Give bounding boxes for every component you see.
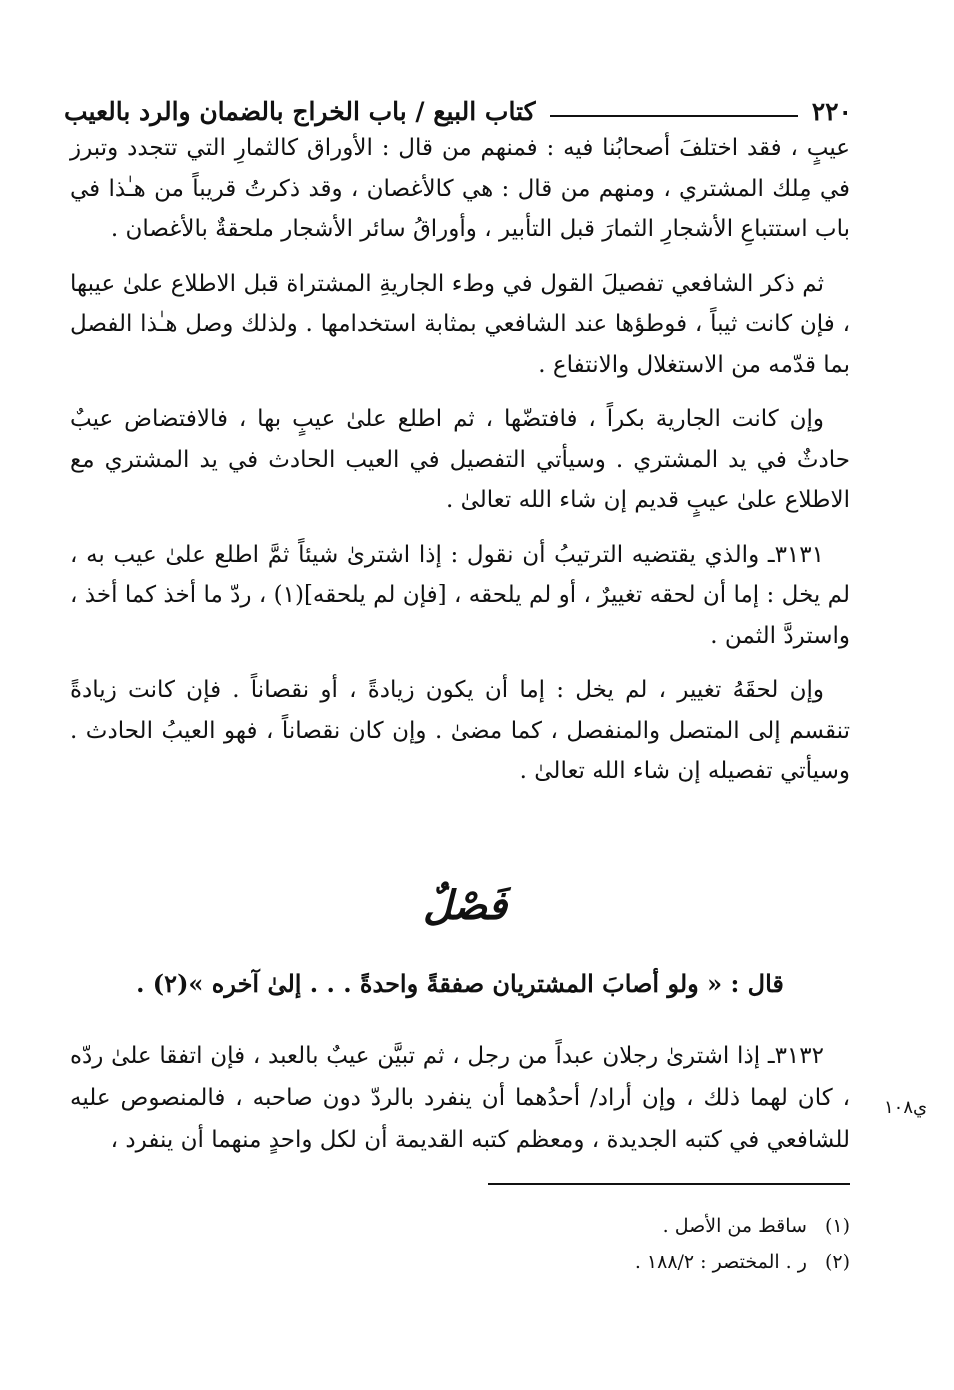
footnotes: [420, 1208, 850, 1280]
main-text-continued: [70, 1035, 850, 1161]
paragraph-5: وإن لحقَهُ تغيير ، لم يخل : إما أن يكون زيادةً ، أو نقصاناً . فإن كانت زيادةً تنقسم إلى المتصل والمنفصل ، كما مضىٰ . وإن كان نقصاناً ، فهو العيبُ الحادث . وسيأتي تفصيله إن شاء الله تعالىٰ .: [70, 677, 850, 784]
page-header: [64, 86, 852, 126]
paragraph-3132: ٣١٣٢ـ إذا اشترىٰ رجلان عبداً من رجل ، ثم تبيَّن عيبٌ بالعبد ، فإن اتفقا علىٰ ردّه ، كان لهما ذلك ، وإن أراد/ أحدُهما أن ينفرد بالردّ دون صاحبه ، فالمنصوص عليه للشافعي في كتبه الجديدة ، ومعظم كتبه القديمة أن لكل واحدٍ منهما أن ينفرد ،: [70, 1043, 850, 1153]
paragraph-2: ثم ذكر الشافعي تفصيلَ القول في وطء الجاريةِ المشتراة قبل الاطلاع علىٰ عيبها ، فإن كانت ثيباً ، فوطؤها عند الشافعي بمثابة استخدامها . ولذلك وصل هـٰذا الفصل بما قدّمه من الاستغلال والانتفاع .: [70, 270, 850, 378]
footnote-number: (٢): [824, 1251, 850, 1273]
main-text: [70, 128, 850, 806]
header-rule: [550, 115, 798, 117]
paragraph-3: وإن كانت الجارية بكراً ، فافتضّها ، ثم اطلع علىٰ عيبٍ بها ، فالافتضاض عيبٌ حادثٌ في يد المشتري . وسيأتي التفصيل في العيب الحادث في يد المشتري مع الاطلاع علىٰ عيبٍ قديم إن شاء الله تعالىٰ .: [70, 406, 850, 513]
paragraph-3131: ٣١٣١ـ والذي يقتضيه الترتيبُ أن نقول : إذا اشترىٰ شيئاً ثمَّ اطلع علىٰ عيب به ، لم يخل : إما أن لحقه تغييرٌ ، أو لم يلحقه ، [فإن لم يلحقه](١) ، ردّ ما أخذ كما أخذ ، واستردَّ الثمن .: [70, 541, 850, 649]
footnote-rule: [488, 1183, 850, 1185]
footnote-text: ساقط من الأصل .: [662, 1215, 807, 1237]
section-heading: [380, 882, 550, 952]
section-heading-text: فَصْلٌ: [422, 882, 508, 929]
running-title: كتاب البيع / باب الخراج بالضمان والرد بالعيب: [64, 97, 536, 126]
footnote-text: ر . المختصر : ١٨٨/٢ .: [634, 1251, 807, 1273]
quote-line: قال : « ولو أصابَ المشتريان صفقةً واحدةً . . . إلىٰ آخره »(٢) .: [136, 969, 784, 998]
footnote-1: [420, 1208, 850, 1244]
footnote-number: (١): [824, 1215, 850, 1237]
margin-note: ي١٠٨: [884, 1097, 928, 1118]
page-number: ٢٢٠: [811, 97, 852, 126]
footnote-2: [420, 1244, 850, 1280]
paragraph-1: عيبٍ ، فقد اختلفَ أصحابُنا فيه : فمنهم من قال : الأوراق كالثمارِ التي تتجدد وتبرز في مِلك المشتري ، ومنهم من قال : هي كالأغصان ، وقد ذكرتُ قريباً من هـٰذا في باب استتباعِ الأشجارِ الثمارَ قبل التأبير ، وأوراقُ سائر الأشجار ملحقةٌ بالأغصان .: [70, 135, 850, 242]
